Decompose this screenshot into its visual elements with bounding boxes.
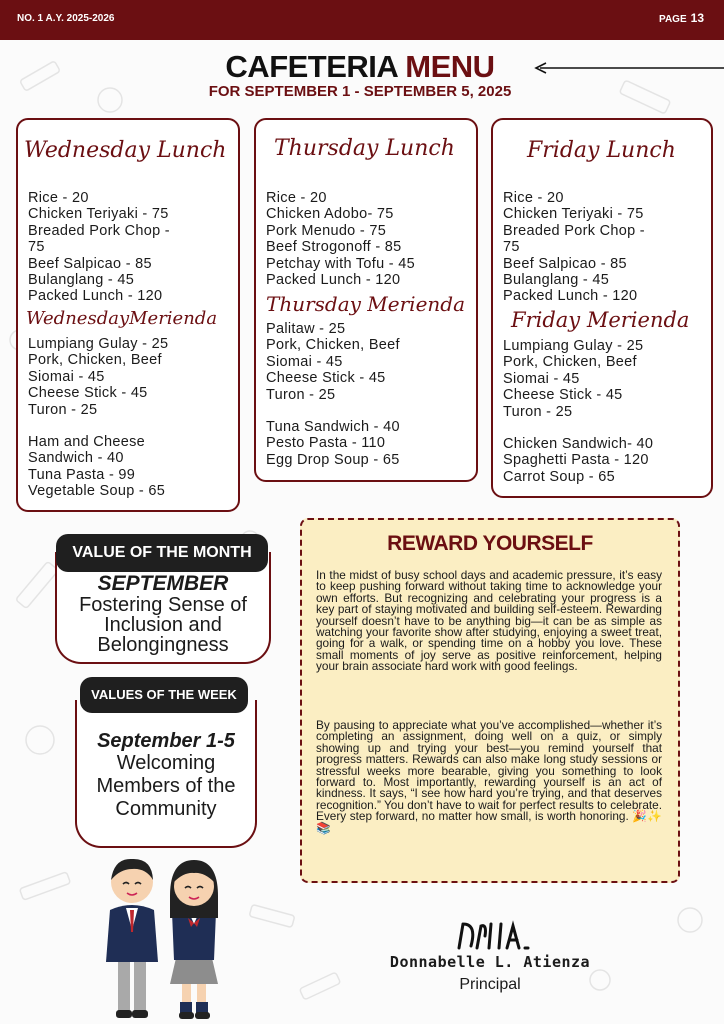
values-week-text xyxy=(77,752,255,821)
friday-lunch-list xyxy=(503,190,645,305)
value-month-line: Belongingness xyxy=(97,634,229,656)
friday-menu-card xyxy=(491,118,713,498)
thursday-merienda-title: Thursday Merienda xyxy=(266,292,466,316)
menu-item: Siomai - 45 xyxy=(28,368,105,385)
values-of-the-week-label: VALUES OF THE WEEK xyxy=(80,677,248,713)
menu-item: Packed Lunch - 120 xyxy=(28,288,163,305)
friday-merienda-list xyxy=(503,338,653,485)
thursday-merienda-list xyxy=(266,321,400,468)
wednesday-menu-card xyxy=(16,118,240,512)
issue-label: NO. 1 A.Y. 2025-2026 xyxy=(17,13,115,24)
values-week-line: Members of the xyxy=(96,775,236,797)
wednesday-lunch-title: Wednesday Lunch xyxy=(24,138,227,163)
thursday-menu-card xyxy=(254,118,478,482)
menu-item: Siomai - 45 xyxy=(266,353,343,370)
menu-item: Pork, Chicken, Beef xyxy=(266,337,400,354)
menu-item: Carrot Soup - 65 xyxy=(503,468,615,485)
date-range-subtitle: FOR SEPTEMBER 1 - SEPTEMBER 5, 2025 xyxy=(208,83,512,100)
menu-item: Lumpiang Gulay - 25 xyxy=(28,336,169,352)
menu-item: Pork Menudo - 75 xyxy=(266,222,387,239)
menu-item: Siomai - 45 xyxy=(503,370,580,387)
menu-item: Palitaw - 25 xyxy=(266,321,346,337)
menu-item: Tuna Pasta - 99 xyxy=(28,466,136,483)
menu-item: Rice - 20 xyxy=(28,190,89,206)
menu-item: Beef Salpicao - 85 xyxy=(28,255,152,272)
menu-item: Pork, Chicken, Beef xyxy=(28,352,162,369)
girl-student-figure xyxy=(170,860,218,1019)
menu-item: Lumpiang Gulay - 25 xyxy=(503,338,644,354)
values-week-line: Community xyxy=(115,798,217,820)
students-illustration xyxy=(100,852,230,1022)
menu-item: Bulanglang - 45 xyxy=(503,272,610,289)
menu-item: Chicken Adobo- 75 xyxy=(266,206,394,223)
thursday-lunch-list xyxy=(266,190,415,288)
reward-title: REWARD YOURSELF xyxy=(387,532,593,555)
header-bar xyxy=(0,0,724,40)
menu-item: Rice - 20 xyxy=(266,190,327,206)
menu-item: Turon - 25 xyxy=(503,403,573,420)
menu-item: Breaded Pork Chop - xyxy=(28,222,170,239)
page-number: 13 xyxy=(690,11,704,25)
menu-item: Packed Lunch - 120 xyxy=(503,288,638,305)
title-part-menu: MENU xyxy=(405,49,495,84)
menu-item: Cheese Stick - 45 xyxy=(28,385,148,402)
value-month-name: SEPTEMBER xyxy=(97,572,229,595)
values-of-the-week-box xyxy=(75,700,257,848)
menu-item: Beef Salpicao - 85 xyxy=(503,255,627,272)
arrow-left-icon xyxy=(534,62,724,74)
menu-item: Sandwich - 40 xyxy=(28,450,124,467)
wednesday-lunch-list xyxy=(28,190,170,305)
principal-role: Principal xyxy=(459,976,521,993)
menu-item: Bulanglang - 45 xyxy=(28,272,135,289)
menu-item: Ham and Cheese xyxy=(28,434,146,451)
menu-item: Egg Drop Soup - 65 xyxy=(266,451,400,468)
menu-item: Chicken Sandwich- 40 xyxy=(503,436,654,453)
menu-item: Tuna Sandwich - 40 xyxy=(266,419,400,436)
menu-item: Chicken Teriyaki - 75 xyxy=(503,206,644,223)
wednesday-merienda-title: WednesdayMerienda xyxy=(26,308,218,329)
menu-item: Cheese Stick - 45 xyxy=(266,370,386,387)
friday-lunch-title: Friday Lunch xyxy=(527,138,676,163)
values-week-line: Welcoming xyxy=(116,752,216,774)
menu-item: Pesto Pasta - 110 xyxy=(266,435,386,452)
value-month-line: Inclusion and xyxy=(104,614,222,636)
principal-signature xyxy=(455,918,545,954)
menu-item: Chicken Teriyaki - 75 xyxy=(28,206,169,223)
menu-item: Rice - 20 xyxy=(503,190,564,206)
boy-student-figure xyxy=(106,859,158,1018)
reward-yourself-article xyxy=(300,518,680,883)
values-week-dates: September 1-5 xyxy=(97,730,235,752)
menu-item: Cheese Stick - 45 xyxy=(503,387,623,404)
reward-paragraph-1: In the midst of busy school days and academic pressure, it’s easy to keep pushing forward without taking time to acknowledge your own efforts. But recognizing and celebrating your progress is a key part of staying motivated and building self-esteem. Rewarding yourself doesn’t have to be anything big—it can be as simple as watching your favorite show after studying, enjoying a sweet treat, going for a walk, or spending time on a hobby you love. These small moments of joy serve as positive reinforcement, helping your brain associate hard work with good feelings. xyxy=(316,568,662,674)
menu-item: Turon - 25 xyxy=(266,386,336,403)
value-month-text xyxy=(57,595,269,655)
title-part-cafeteria: CAFETERIA xyxy=(225,49,398,84)
page-label: PAGE xyxy=(659,14,687,25)
thursday-lunch-title: Thursday Lunch xyxy=(274,136,455,161)
menu-item: Vegetable Soup - 65 xyxy=(28,483,166,500)
page-title xyxy=(200,50,520,84)
menu-item: Pork, Chicken, Beef xyxy=(503,354,637,371)
menu-item: Petchay with Tofu - 45 xyxy=(266,255,415,272)
menu-item: 75 xyxy=(503,239,520,256)
wednesday-merienda-list xyxy=(28,336,168,500)
page-indicator xyxy=(659,11,704,25)
menu-item: Spaghetti Pasta - 120 xyxy=(503,452,649,469)
menu-item: Beef Strogonoff - 85 xyxy=(266,239,402,256)
value-month-line: Fostering Sense of xyxy=(79,594,247,616)
value-of-the-month-label: VALUE OF THE MONTH xyxy=(56,534,268,572)
friday-merienda-title: Friday Merienda xyxy=(511,308,690,332)
menu-item: Packed Lunch - 120 xyxy=(266,272,401,289)
menu-item: 75 xyxy=(28,239,45,256)
reward-paragraph-2: By pausing to appreciate what you’ve accomplished—whether it’s completing an assignment, doing well on a quiz, or simply showing up and trying your best—you remind yourself that progress matters. Rewards can also make long study sessions or stressful weeks more bearable, giving you something to look forward to. Most importantly, rewarding yourself is an act of kindness. It says, “I see how hard you’re trying, and that deserves recognition.” You don’t have to wait for perfect results to celebrate. Every step forward, no matter how small, is worth honoring. 🎉✨📚 xyxy=(316,718,662,835)
principal-name: Donnabelle L. Atienza xyxy=(389,953,591,971)
menu-item: Turon - 25 xyxy=(28,401,98,418)
menu-item: Breaded Pork Chop - xyxy=(503,222,645,239)
